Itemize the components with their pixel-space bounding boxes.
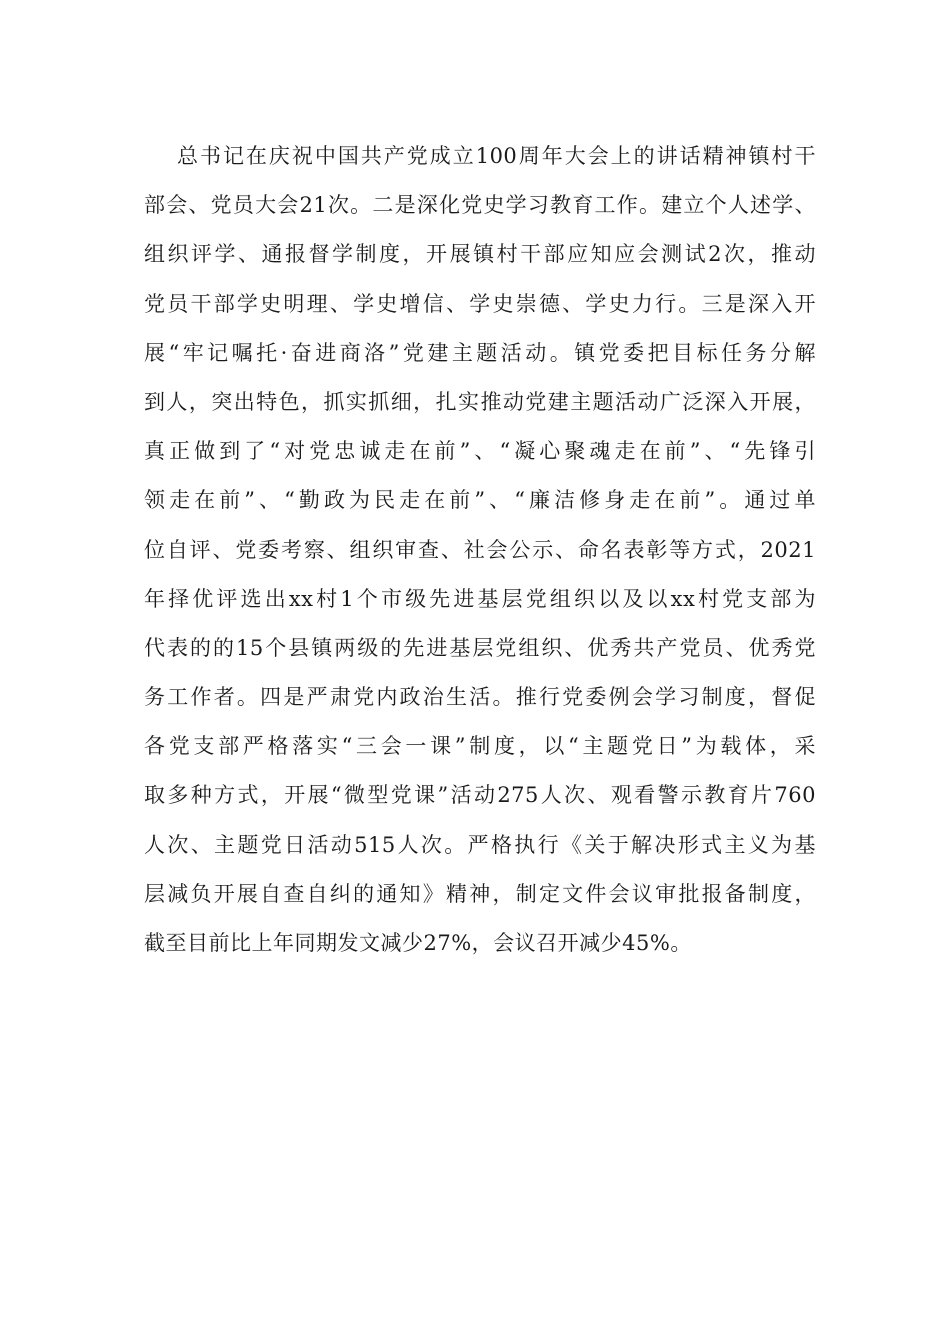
paragraph-line: 真正做到了“对党忠诚走在前”、“凝心聚魂走在前”、“先锋引	[144, 439, 816, 464]
paragraph-line: 人次、主题党日活动515人次。严格执行《关于解决形式主义为基	[144, 832, 816, 857]
paragraph-line: 代表的的15个县镇两级的先进基层党组织、优秀共产党员、优秀党	[144, 635, 816, 660]
paragraph-line: 取多种方式，开展“微型党课”活动275人次、观看警示教育片760	[144, 783, 816, 808]
paragraph-line: 领走在前”、“勤政为民走在前”、“廉洁修身走在前”。通过单	[144, 488, 816, 513]
paragraph-line: 总书记在庆祝中国共产党成立100周年大会上的讲话精神镇村干	[177, 144, 816, 168]
paragraph-line: 位自评、党委考察、组织审查、社会公示、命名表彰等方式，2021	[144, 537, 816, 562]
paragraph-line: 部会、党员大会21次。二是深化党史学习教育工作。建立个人述学、	[144, 193, 816, 218]
paragraph-line: 层减负开展自查自纠的通知》精神，制定文件会议审批报备制度，	[144, 881, 816, 906]
paragraph-line: 各党支部严格落实“三会一课”制度，以“主题党日”为载体，采	[144, 734, 816, 759]
paragraph-line: 组织评学、通报督学制度，开展镇村干部应知应会测试2次，推动	[144, 242, 816, 267]
body-paragraph	[144, 132, 816, 968]
paragraph-line: 展“牢记嘱托·奋进商洛”党建主题活动。镇党委把目标任务分解	[144, 340, 816, 365]
paragraph-line: 务工作者。四是严肃党内政治生活。推行党委例会学习制度，督促	[144, 685, 816, 710]
paragraph-line: 党员干部学史明理、学史增信、学史崇德、学史力行。三是深入开	[144, 291, 816, 316]
paragraph-line: 截至目前比上年同期发文减少27%，会议召开减少45%。	[144, 931, 692, 955]
paragraph-line: 年择优评选出xx村1个市级先进基层党组织以及以xx村党支部为	[144, 586, 816, 611]
paragraph-line: 到人，突出特色，抓实抓细，扎实推动党建主题活动广泛深入开展，	[144, 389, 816, 414]
